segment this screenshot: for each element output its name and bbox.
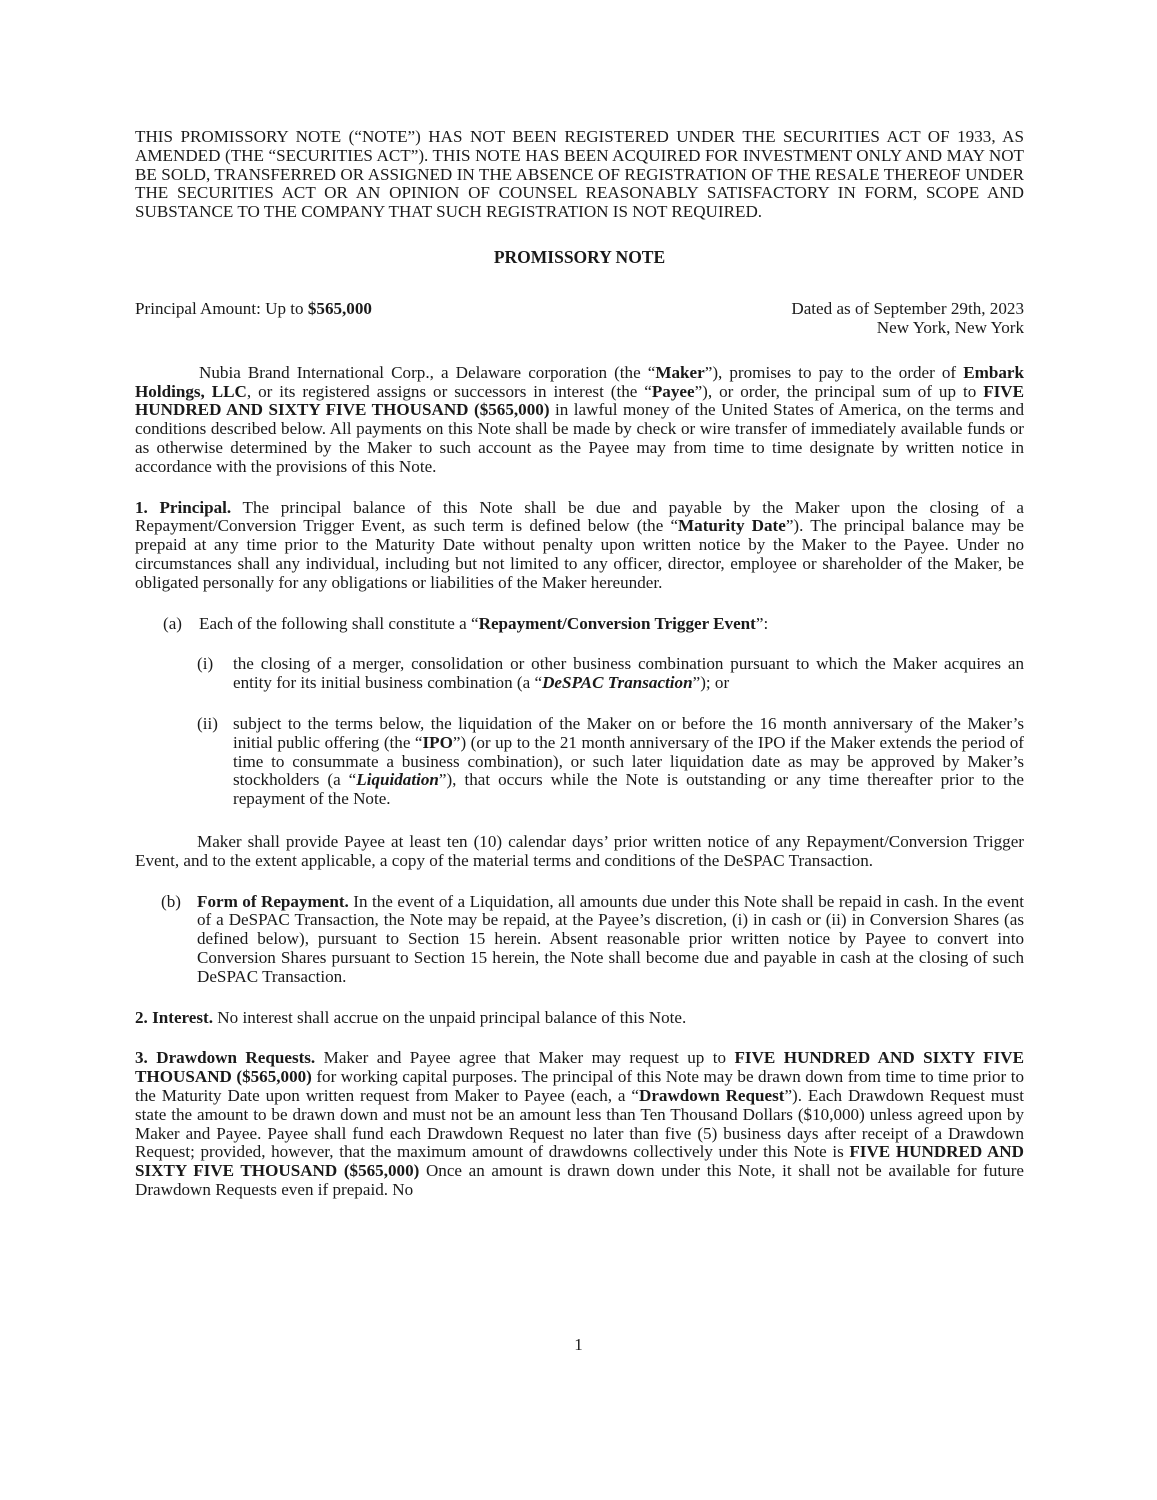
clause-b: (b) Form of Repayment. In the event of a Liquidation, all amounts due under this Note shall be repaid in cash. In the event of a DeSPAC Transaction, the Note may be repaid, at the Payee’s discretion, (i) in cash or (ii) in Conversion Shares (as defined below), pursuant to Section 15 herein. Absent reasonable prior written notice by Payee to convert into Conversion Shares pursuant to Section 15 herein, the Note shall become due and payable in cash at the closing of such DeSPAC Transaction. xyxy=(161,891,1024,986)
clause-label: (a) xyxy=(163,613,182,633)
dated-line: Dated as of September 29th, 2023 xyxy=(791,299,1024,319)
location-line: New York, New York xyxy=(876,318,1024,338)
securities-legend: THIS PROMISSORY NOTE (“NOTE”) HAS NOT BEEN REGISTERED UNDER THE SECURITIES ACT OF 1933, AS AMENDED (THE “SECURITIES ACT”). THIS NOTE HAS BEEN ACQUIRED FOR INVESTMENT ONLY AND MAY NOT BE SOLD, TRANSFERRED OR ASSIGNED IN THE ABSENCE OF REGISTRATION OF THE RESALE THEREOF UNDER THE SECURITIES ACT OR AN OPINION OF COUNSEL REASONABLY SATISFACTORY IN FORM, SCOPE AND SUBSTANCE TO THE COMPANY THAT SUCH REGISTRATION IS NOT REQUIRED. xyxy=(135,127,1024,222)
principal-amount: Principal Amount: Up to $565,000 xyxy=(135,299,372,319)
header-row xyxy=(135,300,1024,338)
page-number: 1 xyxy=(574,1335,583,1354)
intro-paragraph: Nubia Brand International Corp., a Delaware corporation (the “Maker”), promises to pay to the order of Embark Holdings, LLC, or its registered assigns or successors in interest (the “Payee”), or order, the principal sum of up to FIVE HUNDRED AND SIXTY FIVE THOUSAND ($565,000) in lawful money of the United States of America, on the terms and conditions described below. All payments on this Note shall be made by check or wire transfer of immediately available funds or as otherwise determined by the Maker to such account as the Payee may from time to time designate by written notice in accordance with the provisions of this Note. xyxy=(135,362,1025,476)
section-2-interest: 2. Interest. No interest shall accrue on the unpaid principal balance of this Note. xyxy=(135,1007,687,1027)
section-1-principal: 1. Principal. The principal balance of this Note shall be due and payable by the Maker upon the closing of a Repayment/Conversion Trigger Event, as such term is defined below (the “Maturity Date”). The principal balance may be prepaid at any time prior to the Maturity Date without penalty upon written notice by the Maker to the Payee. Under no circumstances shall any individual, including but not limited to any officer, director, employee or shareholder of the Maker, be obligated personally for any obligations or liabilities of the Maker hereunder. xyxy=(135,497,1024,592)
date-location xyxy=(791,300,1024,338)
section-heading: 1. Principal. xyxy=(135,497,232,517)
document-title: PROMISSORY NOTE xyxy=(493,246,666,267)
clause-a: (a) Each of the following shall constitute a “Repayment/Conversion Trigger Event”: xyxy=(163,613,769,633)
section-heading: 3. Drawdown Requests. xyxy=(135,1048,316,1068)
clause-label: (b) xyxy=(161,891,181,911)
clause-label: (ii) xyxy=(197,713,218,733)
clause-label: (i) xyxy=(197,654,214,674)
clause-ii: (ii) subject to the terms below, the liquidation of the Maker on or before the 16 month anniversary of the Maker’s initial public offering (the “IPO”) (or up to the 21 month anniversary of the IPO if the Maker extends the period of time to consummate a business combination), or such later liquidation date as may be approved by Maker’s stockholders (a “Liquidation”), that occurs while the Note is outstanding or any time thereafter prior to the repayment of the Note. xyxy=(197,713,1025,809)
section-heading: 2. Interest. xyxy=(135,1007,214,1027)
clause-i: (i) the closing of a merger, consolidation or other business combination pursuant to which the Maker acquires an entity for its initial business combination (a “DeSPAC Transaction”); or xyxy=(197,654,1024,693)
principal-amount-value: $565,000 xyxy=(307,299,372,319)
notice-paragraph: Maker shall provide Payee at least ten (10) calendar days’ prior written notice of any Repayment/Conversion Trigger Event, and to the extent applicable, a copy of the material terms and conditions of the DeSPAC Transaction. xyxy=(135,831,1024,870)
section-3-drawdown: 3. Drawdown Requests. Maker and Payee agree that Maker may request up to FIVE HUNDRED AND SIXTY FIVE THOUSAND ($565,000) for working capital purposes. The principal of this Note may be drawn down from time to time prior to the Maturity Date upon written request from Maker to Payee (each, a “Drawdown Request”). Each Drawdown Request must state the amount to be drawn down and must not be an amount less than Ten Thousand Dollars ($10,000) unless agreed upon by Maker and Payee. Payee shall fund each Drawdown Request no later than five (5) business days after receipt of a Drawdown Request; provided, however, that the maximum amount of drawdowns collectively under this Note is FIVE HUNDRED AND SIXTY FIVE THOUSAND ($565,000) Once an amount is drawn down under this Note, it shall not be available for future Drawdown Requests even if prepaid. No xyxy=(135,1048,1025,1199)
